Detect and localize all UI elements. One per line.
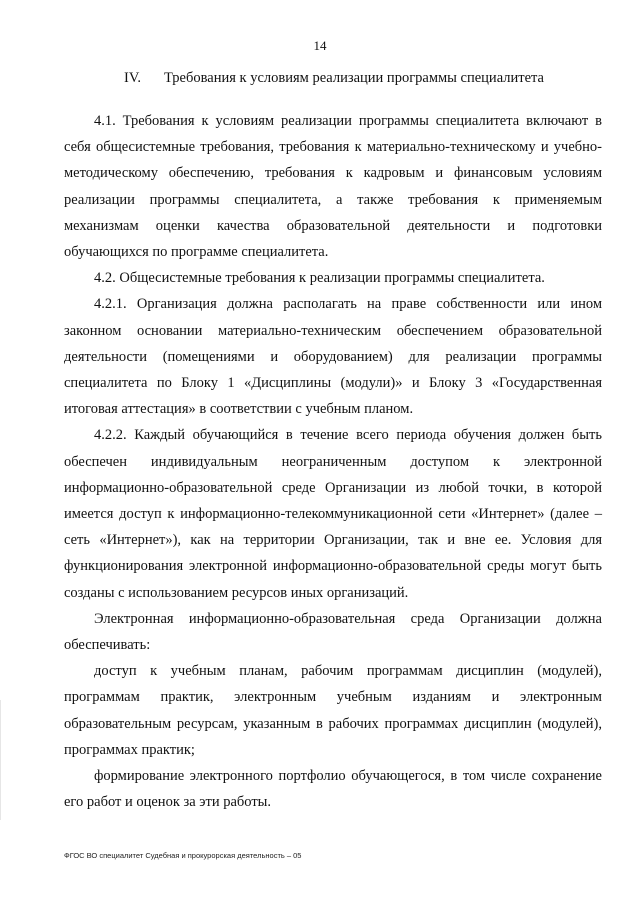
scan-edge-mark (0, 700, 1, 820)
list-item-portfolio: формирование электронного портфолио обучающегося, в том числе сохранение его работ и оценок за эти работы. (64, 768, 602, 811)
document-body (64, 108, 602, 815)
section-heading-number: IV. (124, 70, 142, 86)
paragraph-4-2-1: 4.2.1. Организация должна располагать на праве собственности или ином законном основании материально-техническим обеспечением образовательной деятельности (помещениями и оборудованием) для реализации программы специалитета по Блоку 1 «Дисциплины (модули)» и Блоку 3 «Государственная итоговая аттестация» в соответствии с учебным планом. (64, 296, 602, 418)
paragraph-4-2-2: 4.2.2. Каждый обучающийся в течение всего периода обучения должен быть обеспечен индивидуальным неограниченным доступом к электронной информационно-образовательной среде Организации из любой точки, в которой имеется доступ к информационно-телекоммуникационной сети «Интернет» (далее – сеть «Интернет»), как на территории Организации, так и вне ее. Условия для функционирования электронной информационно-образовательной среды могут быть созданы с использованием ресурсов иных организаций. (64, 427, 602, 601)
list-item-access: доступ к учебным планам, рабочим программам дисциплин (модулей), программам практик, электронным учебным изданиям и электронным образовательным ресурсам, указанным в рабочих программах дисциплин (модулей), программах практик; (64, 663, 602, 758)
page-footer: ФГОС ВО специалитет Судебная и прокурорская деятельность – 05 (64, 851, 302, 860)
page-number: 14 (313, 38, 327, 53)
section-heading-title: Требования к условиям реализации программы специалитета (164, 70, 544, 86)
paragraph-4-1: 4.1. Требования к условиям реализации программы специалитета включают в себя общесистемные требования, требования к материально-техническому и учебно-методическому обеспечению, требования к кадровым и финансовым условиям реализации программы специалитета, а также требования к применяемым механизмам оценки качества образовательной деятельности и подготовки обучающихся по программе специалитета. (64, 113, 602, 261)
section-heading (124, 70, 544, 87)
paragraph-eios-intro: Электронная информационно-образовательная среда Организации должна обеспечивать: (64, 610, 602, 654)
paragraph-4-2: 4.2. Общесистемные требования к реализации программы специалитета. (94, 270, 545, 287)
